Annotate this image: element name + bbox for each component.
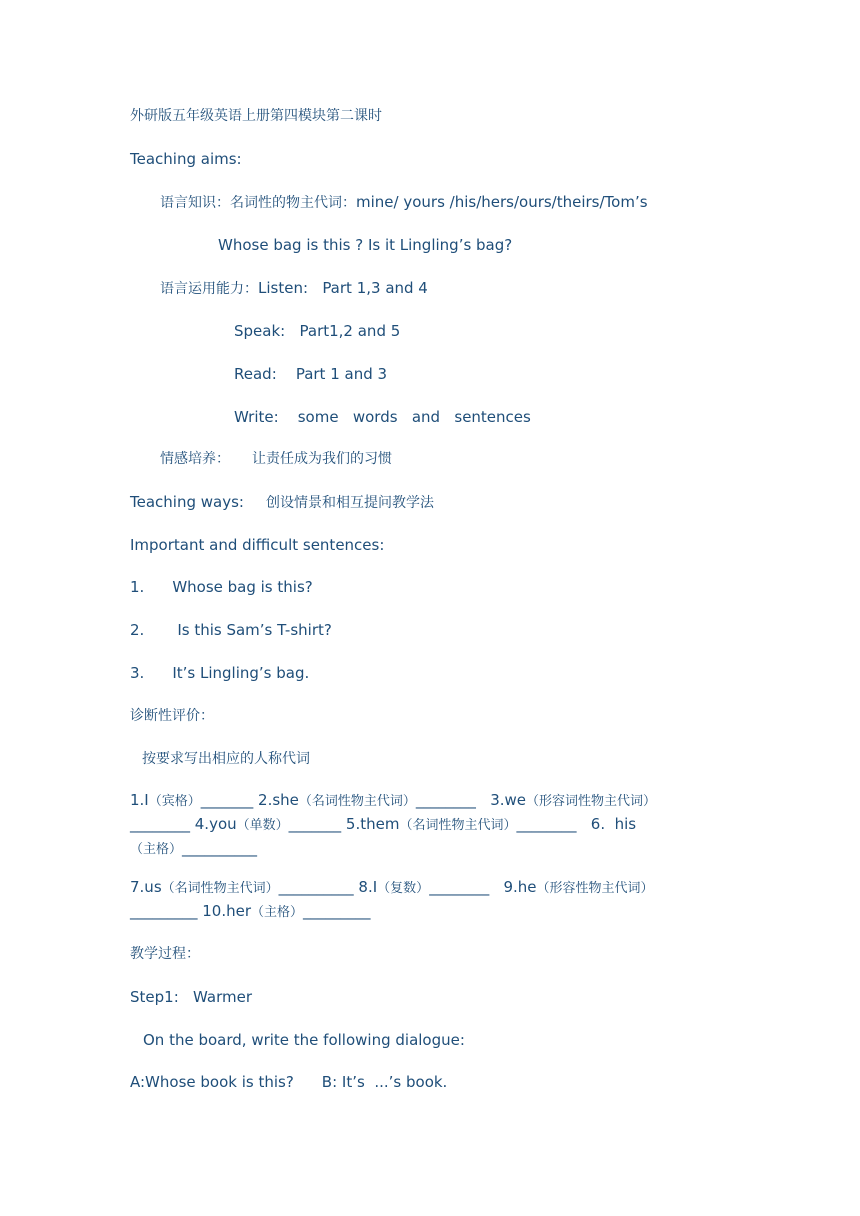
answer-blank: _______	[200, 791, 254, 809]
list-item	[130, 620, 332, 640]
exercise-group-2	[130, 876, 740, 924]
emotion-line	[160, 449, 392, 469]
language-ability-label: 语言运用能力：	[160, 281, 258, 297]
exercise-item: _________ 10.her（主格）_________	[130, 902, 371, 920]
list-item-number: 2.	[130, 621, 145, 639]
speak-item: Speak: Part1,2 and 5	[234, 322, 401, 340]
list-item	[130, 663, 309, 683]
language-knowledge-label: 语言知识：名词性的物主代词：	[160, 195, 356, 211]
document-title: 外研版五年级英语上册第四模块第二课时	[130, 108, 382, 124]
exercise-item: ________ 4.you（单数）_______	[130, 815, 342, 833]
answer-blank: _________	[303, 902, 371, 920]
dialogue-a: A:Whose book is this?	[130, 1073, 294, 1091]
answer-blank: __________	[278, 878, 354, 896]
emotion-label: 情感培养：	[160, 451, 230, 467]
teaching-aims-heading: Teaching aims:	[130, 150, 242, 168]
answer-blank: ________	[516, 815, 577, 833]
diagnosis-heading: 诊断性评价：	[130, 708, 214, 724]
exercise-item: 1.I（宾格）_______	[130, 791, 254, 809]
teaching-ways-line	[130, 492, 434, 513]
answer-blank: __________	[182, 839, 258, 857]
exercise-item: 9.he（形容性物主代词）	[489, 878, 654, 896]
read-item: Read: Part 1 and 3	[234, 365, 388, 383]
knowledge-sentence: Whose bag is this ? Is it Lingling’s bag?	[218, 236, 513, 254]
answer-blank: _______	[288, 815, 342, 833]
write-item: Write: some words and sentences	[234, 408, 531, 426]
step1-heading: Step1: Warmer	[130, 988, 253, 1006]
possessive-pronoun-list: mine/ yours /his/hers/ours/theirs/Tom’s	[356, 193, 648, 211]
language-ability-line	[160, 278, 428, 299]
list-item-number: 1.	[130, 578, 145, 596]
exercise-item: 6. his （主格）__________	[130, 815, 637, 857]
dialogue-b: B: It’s ...’s book.	[321, 1073, 448, 1091]
exercise-item: 5.them（名词性物主代词）________	[341, 815, 577, 833]
process-heading: 教学过程：	[130, 946, 200, 962]
list-item-text: It’s Lingling’s bag.	[172, 664, 310, 682]
exercise-item: 2.she（名词性物主代词）________	[253, 791, 476, 809]
listen-item: Listen: Part 1,3 and 4	[258, 279, 428, 297]
language-knowledge-line	[160, 192, 648, 213]
dialogue-line	[130, 1072, 447, 1092]
important-sentences-heading: Important and difficult sentences:	[130, 536, 385, 554]
exercise-group-1	[130, 789, 740, 861]
list-item	[130, 577, 313, 597]
teaching-ways-text: 创设情景和相互提问教学法	[265, 495, 434, 511]
emotion-text: 让责任成为我们的习惯	[252, 451, 392, 467]
diagnosis-instruction: 按要求写出相应的人称代词	[142, 751, 310, 767]
answer-blank: ________	[415, 791, 476, 809]
board-instruction: On the board, write the following dialogue:	[143, 1031, 465, 1049]
list-item-text: Whose bag is this?	[172, 578, 313, 596]
list-item-text: Is this Sam’s T-shirt?	[177, 621, 332, 639]
exercise-item: 8.I（复数）________	[353, 878, 490, 896]
answer-blank: ________	[429, 878, 490, 896]
exercise-item: 3.we（形容词性物主代词）	[475, 791, 657, 809]
list-item-number: 3.	[130, 664, 145, 682]
teaching-ways-label: Teaching ways:	[130, 493, 244, 511]
exercise-item: 7.us（名词性物主代词）__________	[130, 878, 354, 896]
